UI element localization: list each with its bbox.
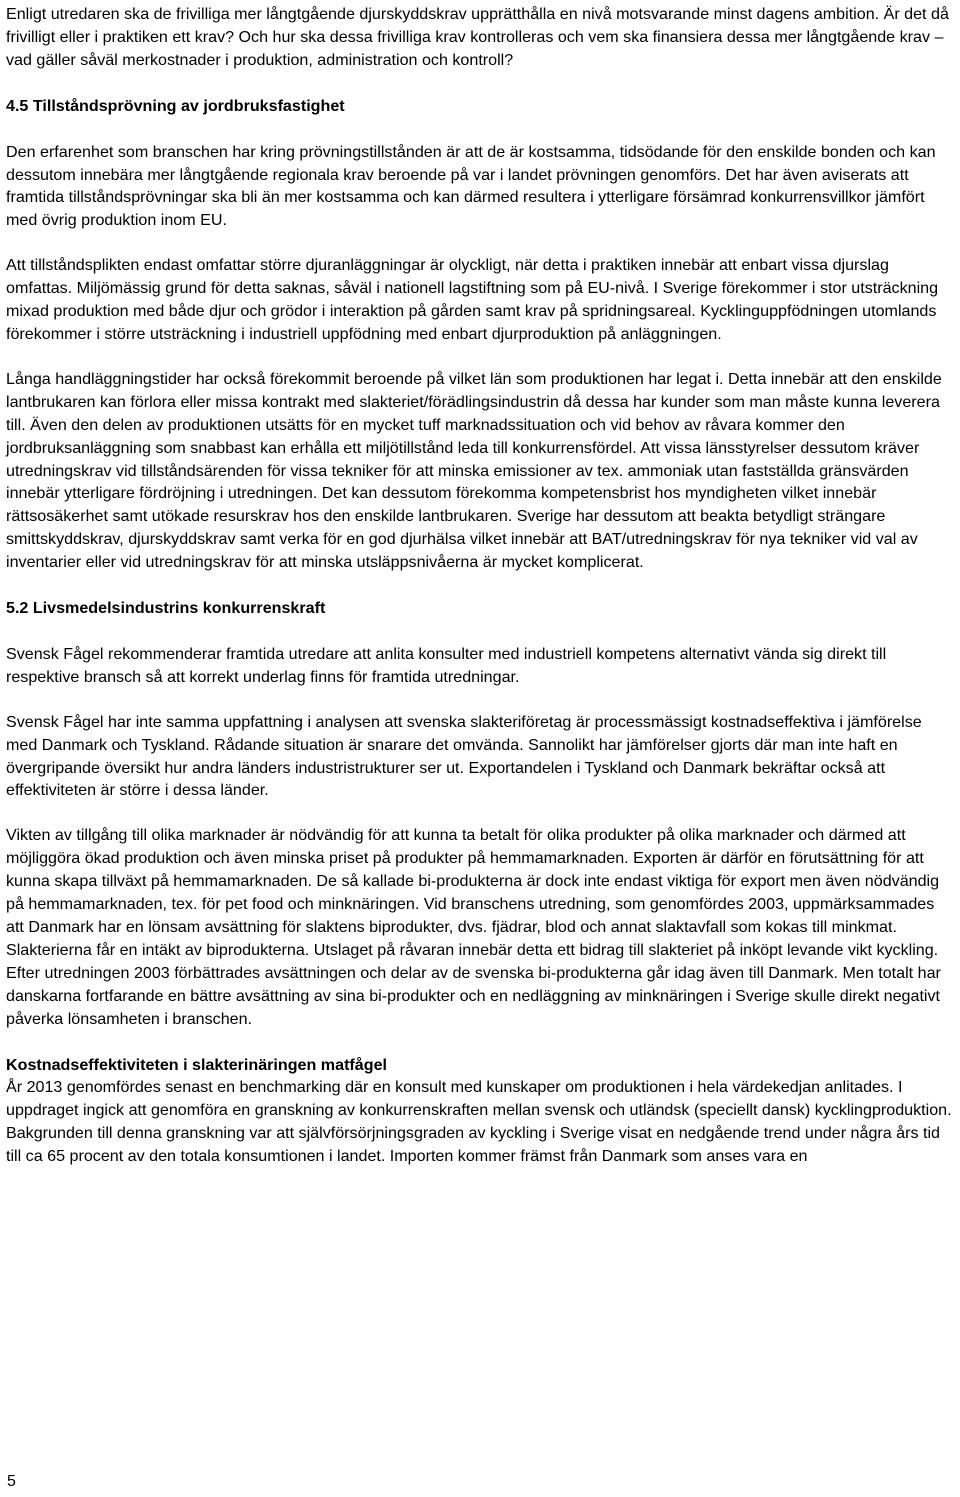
- paragraph-kostnadseffektivitet: År 2013 genomfördes senast en benchmarking där en konsult med kunskaper om produktionen i hela värdekedjan anlitades. I uppdraget ingick att genomföra en granskning av konkurrenskraften mellan svensk och utländsk (speciellt dansk) kycklingproduktion. Bakgrunden till denna granskning var att självförsörjningsgraden av kyckling i Sverige visat en nedgående trend under några års tid till ca 65 procent av den totala konsumtionen i landet. Importen kommer främst från Danmark som anses vara en: [6, 1078, 952, 1166]
- paragraph-4-5-2: Att tillståndsplikten endast omfattar större djuranläggningar är olyckligt, när detta i praktiken innebär att enbart vissa djurslag omfattas. Miljömässig grund för detta saknas, såväl i nationell lagstiftning som på EU-nivå. I Sverige förekommer i stor utsträckning mixad produktion med både djur och grödor i interaktion på gården samt krav på spridningsareal. Kycklinguppfödningen utomlands förekommer i större utsträckning i industriell uppfödning med enbart djurproduktion på anläggningen.: [6, 256, 939, 343]
- document-page: [6, 0, 954, 1168]
- page-number: 5: [7, 1473, 16, 1490]
- paragraph-5-2-3: Vikten av tillgång till olika marknader är nödvändig för att kunna ta betalt för olika produkter på olika marknader och därmed att möjliggöra ökad produktion och även minska priset på produkter på hemmamarknaden. Exporten är därför en förutsättning för att kunna skapa tillväxt på hemmamarknaden. De så kallade bi-produkterna är dock inte endast viktiga för export men även nödvändig på hemmamarknaden, tex. för pet food och minknäringen. Vid branschens utredning, som genomfördes 2003, uppmärksammades att Danmark har en lönsam avsättning för slaktens biprodukter, dvs. fjädrar, blod och annat slaktavfall som kokas till minkmat. Slakterierna får en intäkt av biprodukterna. Utslaget på råvaran innebär detta ett bidrag till slakteriet på inköpt levande vikt kyckling. Efter utredningen 2003 förbättrades avsättningen och delar av de svenska bi-produkterna går idag även till Danmark. Men totalt har danskarna fortfarande en bättre avsättning av sina bi-produkter och en nedläggning av minknäringen i Sverige skulle direkt negativt påverka lönsamheten i branschen.: [6, 826, 941, 1028]
- intro-paragraph: Enligt utredaren ska de frivilliga mer långtgående djurskyddskrav upprätthålla en nivå motsvarande minst dagens ambition. Är det då frivilligt eller i praktiken ett krav? Och hur ska dessa frivilliga krav kontrolleras och vem ska finansiera dessa mer långtgående krav – vad gäller såväl merkostnader i produktion, administration och kontroll?: [6, 5, 949, 69]
- paragraph-5-2-2: Svensk Fågel har inte samma uppfattning i analysen att svenska slakteriföretag är processmässigt kostnadseffektiva i jämförelse med Danmark och Tyskland. Rådande situation är snarare det omvända. Sannolikt har jämförelser gjorts där man inte haft en övergripande översikt hur andra länders industristrukturer ser ut. Exportandelen i Tyskland och Danmark bekräftar också att effektiviteten är större i dessa länder.: [6, 712, 922, 800]
- section-heading-5-2: 5.2 Livsmedelsindustrins konkurrenskraft: [6, 599, 326, 618]
- paragraph-4-5-1: Den erfarenhet som branschen har kring prövningstillstånden är att de är kostsamma, tidsödande för den enskilde bonden och kan dessutom innebära mer långtgående regionala krav beroende på var i landet prövningen genomförs. Det har även aviserats att framtida tillståndsprövningar ska bli än mer kostsamma och kan därmed resultera i ytterligare försämrad konkurrensvillkor jämfört med övrig produktion inom EU.: [6, 142, 936, 230]
- subheading-kostnadseffektivitet: Kostnadseffektiviteten i slakterinäringen matfågel: [6, 1055, 387, 1074]
- paragraph-4-5-3: Långa handläggningstider har också förekommit beroende på vilket län som produktionen har legat i. Detta innebär att den enskilde lantbrukaren kan förlora eller missa kontrakt med slakteriet/förädlingsindustrin då dessa har kunder som man måste kunna leverera till. Även den delen av produktionen utsätts för en mycket tuff marknadssituation och vid behov av råvara kommer den jordbruksanläggning som snabbast kan erhålla ett miljötillstånd leda till konkurrensfördel. Att vissa länsstyrelser dessutom kräver utredningskrav vid tillståndsärenden för vissa tekniker för att minska emissioner av tex. ammoniak utan fastställda gränsvärden innebär ytterligare fördröjning i utredningen. Det kan dessutom förekomma kompetensbrist hos myndigheten vilket innebär rättsosäkerhet samt utökade resurskrav hos den enskilde lantbrukaren. Sverige har dessutom att beakta betydligt strängare smittskyddskrav, djurskyddskrav samt verka för en god djurhälsa vilket innebär att BAT/utredningskrav för nya tekniker vid val av inventarier eller vid utredningskrav för att minska utsläppsnivåerna är mycket komplicerat.: [6, 369, 942, 572]
- section-heading-4-5: 4.5 Tillståndsprövning av jordbruksfastighet: [6, 96, 345, 115]
- paragraph-5-2-1: Svensk Fågel rekommenderar framtida utredare att anlita konsulter med industriell kompetens alternativt vända sig direkt till respektive bransch så att korrekt underlag finns för framtida utredningar.: [6, 644, 887, 686]
